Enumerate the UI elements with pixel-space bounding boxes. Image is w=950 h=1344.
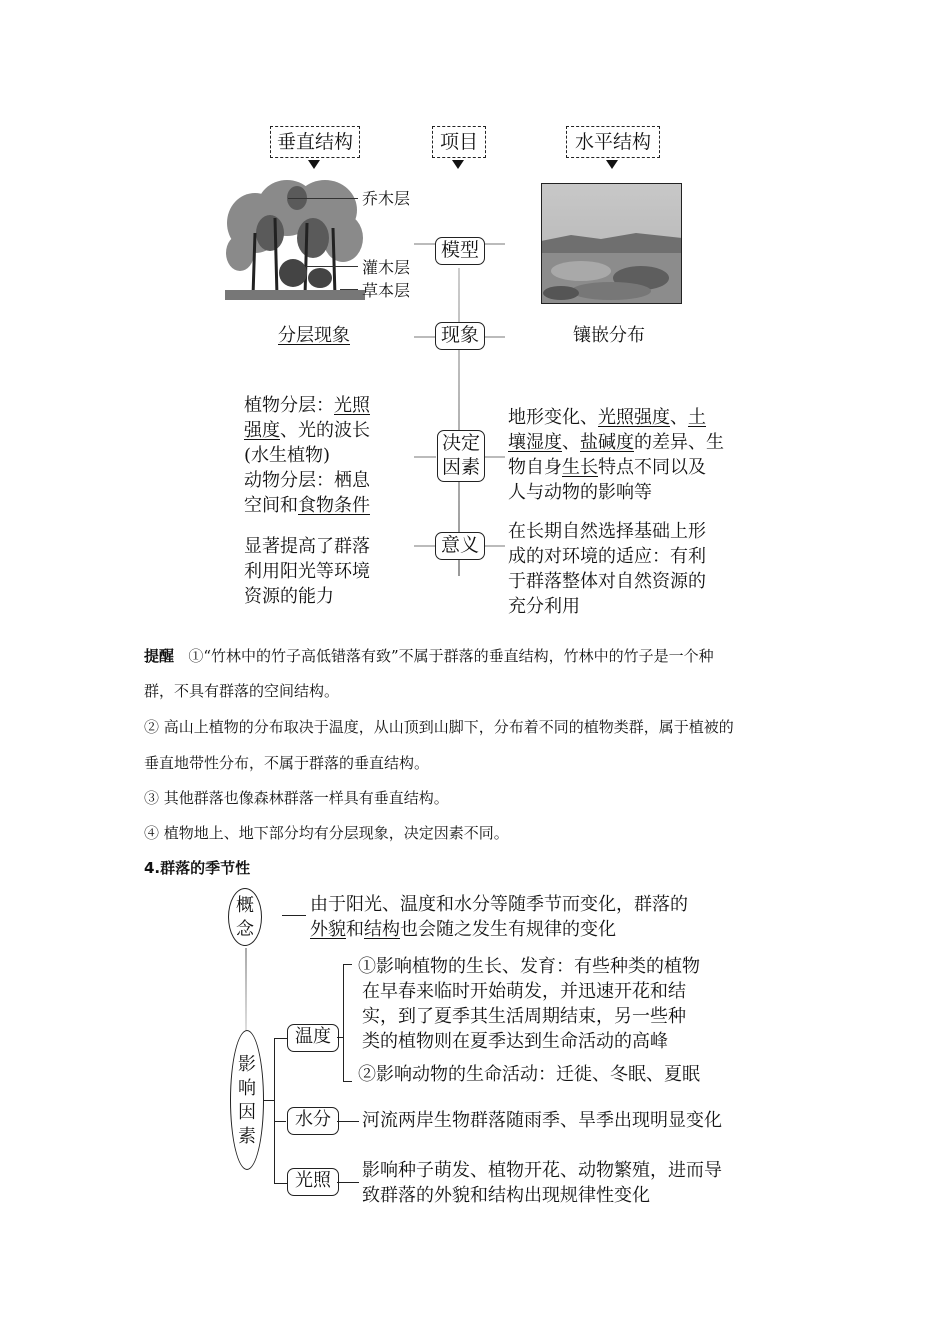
mosaic-landscape-photo: [541, 183, 682, 304]
forest-layers-illustration: [225, 178, 365, 303]
section-title: 4.群落的季节性: [144, 859, 251, 877]
concept-ellipse: 概念: [228, 888, 262, 946]
temp-effect-1-line-4: 类的植物则在夏季达到生命活动的高峰: [362, 1031, 668, 1052]
temperature-connector: [337, 1037, 343, 1038]
note-2-line-2: 垂直地带性分布，不属于群落的垂直结构。: [144, 754, 430, 772]
shrub-layer-pointer: [306, 266, 358, 267]
note-1-line-2: 群，不具有群落的空间结构。: [144, 682, 340, 700]
temp-effect-1-line-2: 在早春来临时开始萌发，并迅速开花和结: [362, 981, 686, 1002]
model-box: 模型: [435, 237, 485, 265]
significance-right-line-4: 充分利用: [508, 596, 580, 617]
factors-left-line-1: 植物分层：光照: [244, 395, 370, 416]
water-connector: [337, 1121, 359, 1122]
factors-bracket: [274, 1038, 287, 1184]
note-3: ③ 其他群落也像森林群落一样具有垂直结构。: [144, 789, 449, 807]
factors-right-line-3: 物自身生长特点不同以及: [508, 457, 706, 478]
phenomenon-right-arrow: [483, 336, 505, 338]
arrow-down-icon: [606, 160, 618, 169]
significance-left-arrow: [414, 545, 436, 547]
model-left-arrow: [414, 243, 436, 245]
phenomenon-right-text: 镶嵌分布: [573, 325, 645, 346]
factors-ellipse: 影响因素: [230, 1030, 264, 1170]
temp-effect-1-line-1: ①影响植物的生长、发育：有些种类的植物: [358, 956, 700, 977]
factors-left-line-4: 动物分层：栖息: [244, 470, 370, 491]
note-2-line-1: ② 高山上植物的分布取决于温度，从山顶到山脚下，分布着不同的植物类群，属于植被的: [144, 718, 734, 736]
concept-connector: [282, 915, 306, 916]
concept-to-factors-connector: [245, 948, 247, 1030]
header-item: 项目: [432, 126, 486, 158]
header-horizontal-structure: 水平结构: [566, 126, 660, 158]
note-4: ④ 植物地上、地下部分均有分层现象，决定因素不同。: [144, 824, 509, 842]
arbor-layer-label: 乔木层: [362, 189, 411, 208]
concept-line-1: 由于阳光、温度和水分等随季节而变化，群落的: [310, 894, 688, 915]
water-box: 水分: [287, 1107, 339, 1135]
herb-layer-label: 草本层: [362, 281, 411, 300]
header-vertical-structure: 垂直结构: [270, 126, 360, 158]
temperature-box: 温度: [287, 1024, 339, 1052]
light-text-line-2: 致群落的外貌和结构出现规律性变化: [362, 1185, 650, 1206]
factors-right-line-1: 地形变化、光照强度、土: [508, 407, 706, 428]
bracket-water-tick: [274, 1121, 286, 1122]
light-connector: [337, 1182, 359, 1183]
factors-right-arrow: [483, 456, 505, 458]
factors-left-arrow: [414, 456, 436, 458]
note-label: 提醒: [144, 647, 175, 665]
arbor-layer-pointer: [288, 198, 358, 199]
phenomenon-box: 现象: [435, 322, 485, 350]
shrub-layer-label: 灌木层: [362, 258, 411, 277]
factors-left-line-2: 强度、光的波长: [244, 420, 370, 441]
significance-right-line-1: 在长期自然选择基础上形: [508, 521, 706, 542]
center-connector: [458, 268, 460, 576]
significance-left-line-3: 资源的能力: [244, 586, 334, 607]
phenomenon-left-arrow: [414, 336, 436, 338]
model-right-arrow: [483, 243, 505, 245]
temperature-bracket: [343, 964, 352, 1082]
light-box: 光照: [287, 1168, 339, 1196]
light-text-line-1: 影响种子萌发、植物开花、动物繁殖，进而导: [362, 1160, 722, 1181]
significance-right-line-2: 成的对环境的适应：有利: [508, 546, 706, 567]
factors-to-bracket: [264, 1100, 274, 1101]
significance-box: 意义: [435, 532, 485, 560]
factors-right-line-4: 人与动物的影响等: [508, 482, 652, 503]
herb-layer-pointer: [340, 289, 358, 290]
note-1-line-1: 提醒 ①“竹林中的竹子高低错落有致”不属于群落的垂直结构，竹林中的竹子是一个种: [144, 647, 714, 665]
factors-left-line-3: (水生植物): [244, 445, 331, 466]
significance-right-line-3: 于群落整体对自然资源的: [508, 571, 706, 592]
arrow-down-icon: [308, 160, 320, 169]
temp-effect-2: ②影响动物的生命活动：迁徙、冬眠、夏眠: [358, 1064, 700, 1085]
factors-left-line-5: 空间和食物条件: [244, 495, 370, 516]
concept-line-2: 外貌和结构也会随之发生有规律的变化: [310, 919, 616, 940]
phenomenon-left-text: 分层现象: [278, 325, 350, 346]
arrow-down-icon: [452, 160, 464, 169]
water-text: 河流两岸生物群落随雨季、旱季出现明显变化: [362, 1110, 722, 1131]
temp-effect-1-line-3: 实，到了夏季其生活周期结束，另一些种: [362, 1006, 686, 1027]
significance-right-arrow: [483, 545, 505, 547]
factors-box: 决定因素: [437, 430, 485, 482]
factors-right-line-2: 壤湿度、盐碱度的差异、生: [508, 432, 724, 453]
significance-left-line-1: 显著提高了群落: [244, 536, 370, 557]
significance-left-line-2: 利用阳光等环境: [244, 561, 370, 582]
